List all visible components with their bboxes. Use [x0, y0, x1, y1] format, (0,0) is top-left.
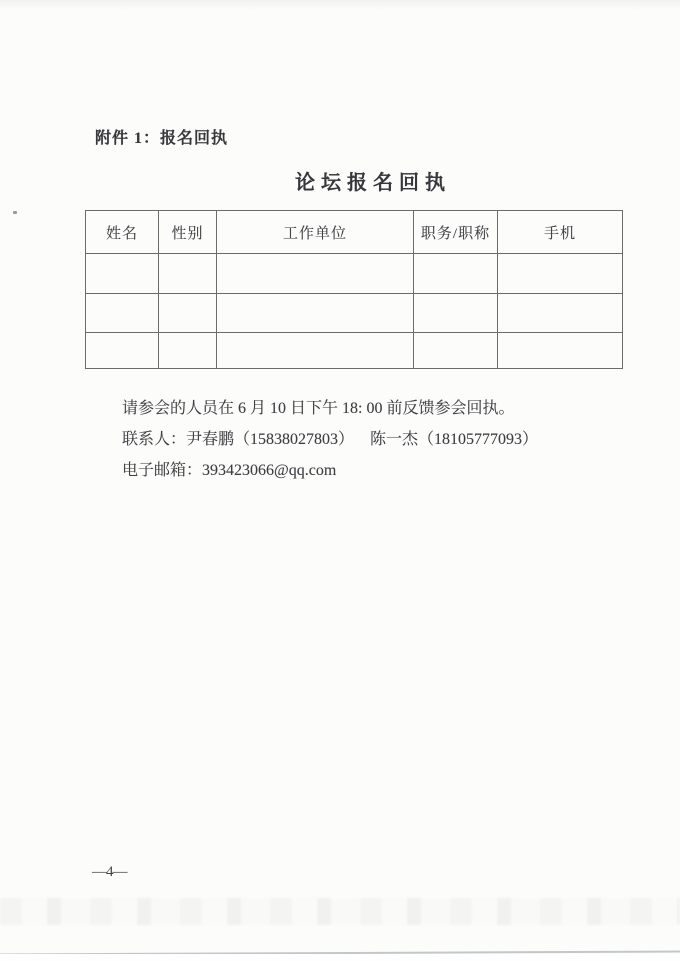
table-cell-empty — [498, 254, 623, 294]
registration-table — [85, 210, 623, 369]
table-cell-empty — [217, 333, 414, 369]
document-title: 论坛报名回执 — [295, 172, 451, 194]
note-email — [122, 455, 592, 486]
column-header-position: 职务/职称 — [414, 211, 498, 254]
table-row — [86, 333, 623, 369]
table-cell-empty — [159, 254, 217, 294]
scan-noise-top — [0, 0, 680, 10]
scan-noise-band — [0, 898, 680, 925]
note-contacts — [122, 424, 592, 455]
contact-1: 尹春鹏（15838027803） — [186, 431, 355, 448]
table-row — [86, 294, 623, 333]
contact-2: 陈一杰（18105777093） — [370, 431, 539, 448]
email-address: 393423066@qq.com — [202, 462, 337, 479]
table-row — [86, 254, 623, 294]
table-header-row — [86, 211, 623, 254]
column-header-name: 姓名 — [86, 211, 159, 254]
contacts-label: 联系人： — [122, 431, 187, 448]
column-header-mobile: 手机 — [498, 211, 623, 254]
table-cell-empty — [159, 333, 217, 369]
table-cell-empty — [414, 254, 498, 294]
table-cell-empty — [498, 333, 623, 369]
table-cell-empty — [159, 294, 217, 333]
table-cell-empty — [86, 294, 159, 333]
scan-artifact-speck — [13, 211, 17, 214]
table-cell-empty — [498, 294, 623, 333]
attachment-heading: 附件 1：报名回执 — [95, 130, 229, 147]
scanner-background — [0, 954, 680, 961]
column-header-gender: 性别 — [159, 211, 217, 254]
note-deadline: 请参会的人员在 6 月 10 日下午 18: 00 前反馈参会回执。 — [122, 400, 515, 417]
page-number: —4— — [92, 864, 127, 880]
table-cell-empty — [217, 254, 414, 294]
table-cell-empty — [86, 254, 159, 294]
table-cell-empty — [86, 333, 159, 369]
column-header-workunit: 工作单位 — [217, 211, 414, 254]
email-label: 电子邮箱： — [122, 462, 203, 479]
notes-block — [122, 393, 592, 486]
table-cell-empty — [414, 333, 498, 369]
table-cell-empty — [414, 294, 498, 333]
table-cell-empty — [217, 294, 414, 333]
